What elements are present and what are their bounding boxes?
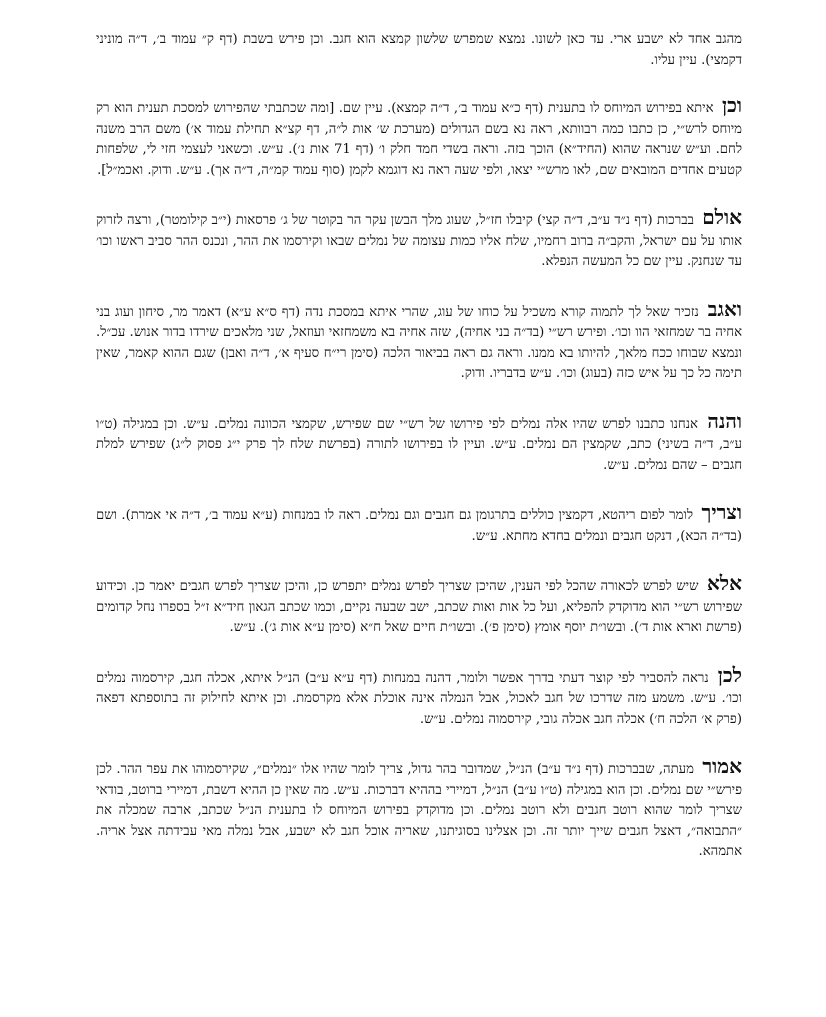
- paragraph-5: [96, 408, 742, 477]
- paragraph-text: נראה להסביר לפי קוצר דעתי בדרך אפשר ולומר, דהנה במנחות (דף ע״א ע״ב) הנ״ל איתא, אכלה חגב, קירסמוה נמלים וכו׳. ע״ש. משמע מזה שדרכו של חגב לאכול, אבל הנמלה אינה אוכלת אלא מקרסמת. וכן איתא לחילוק זה בתוספתא דפאה (פרק א׳ הלכה ח׳) אכלה חגב אכלה גובי, קירסמוה נמלים. ע״ש.: [96, 670, 742, 727]
- paragraph-6: [96, 500, 742, 547]
- paragraph-2: [96, 93, 742, 181]
- paragraph-text: אנחנו כתבנו לפרש שהיו אלה נמלים לפי פירושו של רש״י שם שפירש, שקמצי הכוונה נמלים. ע״ש. וכן במגילה (ט״ו ע״ב, ד״ה בשיני) כתב, שקמצין הם נמלים. ע״ש. ועיין לו בפירושו לתורה (בפרשת שלח לך פרק י״ג פסוק ל״ג) שפירש למלת חגבים – שהם נמלים. ע״ש.: [96, 416, 742, 473]
- paragraph-text: לומר לפום ריהטא, דקמצין כוללים בתרגומן גם חגבים וגם נמלים. ראה לו במנחות (ע״א עמוד ב׳, ד״ה אי אמרת). ושם (בד״ה הכא), דנקט חגבים ונמלים בחדא מחתא. ע״ש.: [96, 508, 742, 544]
- lead-word: ואגב: [707, 296, 742, 321]
- lead-word: לכן: [717, 662, 742, 687]
- lead-word: וכן: [722, 93, 742, 117]
- lead-word: אולם: [702, 205, 742, 229]
- paragraph-text: שיש לפרש לכאורה שהכל לפי הענין, שהיכן שצריך לפרש נמלים יתפרש כן, והיכן שצריך לפרש חגבים יאמר כן. וכידוע שפירוש רש״י הוא מדוקדק להפליא, ועל כל אות ואות שכתב, ישב שבעה נקיים, וכמו שכתב הגאון חיד״א ז״ל בספרו נחל קדומים (פרשת וארא אות ד׳). ובשו״ת יוסף אומץ (סימן פ׳). ובשו״ת חיים שאל ח״א (סימן ע״א אות ג׳). ע״ש.: [96, 579, 742, 635]
- paragraph-text: מעתה, שבברכות (דף נ״ד ע״ב) הנ״ל, שמדובר בהר גדול, צריך לומר שהיו אלו ״נמלים״, שקירסמוהו את עפר ההר. לכן פירש״י שם נמלים. וכן הוא במגילה (ט״ו ע״ב) הנ״ל, דמיירי בההיא דברכות. ע״ש. מה שאין כן ההיא דשבת, דמיירי ברוטב, בודאי שצריך לומר שהוא רוטב חגבים ולא רוטב נמלים. וכן מדוקדק בפירוש המיוחס לו בתענית הנ״ל שכתב, ארבה שמכלה את ״התבואה״, דאצל חגבים שייך יותר זה. וכן אצלינו בסוגיתנו, שאריה אוכל חגב לא ישבע, אבל נמלה מאי עבידתה אצל אריה. אתמהא.: [96, 762, 742, 859]
- lead-word: אמור: [702, 754, 742, 778]
- lead-word: אלא: [706, 571, 743, 595]
- paragraph-9: [96, 754, 742, 863]
- document-page: [96, 30, 742, 890]
- paragraph-text: איתא בפירוש המיוחס לו בתענית (דף כ״א עמוד ב׳, ד״ה קמצא). עיין שם. [ומה שכתבתי שהפירוש למסכת תענית הוא רק מיוחס לרש״י, כן כתבו כמה רבוותא, ראה נא בשם הגדולים (מערכת ש׳ אות ל״ה, דף קצ״א תחילת עמוד א׳) משם הרב משנה לחם. וע״ש שנראה שהוא (החיד״א) הוכך בזה. וראה בשדי חמד חלק ו׳ (דף 71 אות נ׳). ע״ש. וכשאני לעצמי חזי לי, שלפחות קטעים אחדים המובאים שם, לאו מרש״י יצאו, ולפי שעה ראה נא דוגמא לקמן (סוף עמוד קמ״ה, ד״ה אך). ע״ש. ודוק. ואכמ״ל].: [96, 101, 742, 178]
- paragraph-7: [96, 571, 743, 639]
- paragraph-1: [96, 30, 742, 71]
- paragraph-text: בברכות (דף נ״ד ע״ב, ד״ה קצי) קיבלו חז״ל, שעוג מלך הבשן עקר הר בקוטר של ג׳ פרסאות (י״ב קילומטר), ורצה לזרוק אותו על עם ישראל, והקב״ה ברוב רחמיו, שלח אליו כמות עצומה של נמלים שבאו וקירסמו את ההר, ונכנס ההר סביב ראשו וכו׳ עד שנחנק. עיין שם כל המעשה הנפלא.: [96, 213, 742, 269]
- lead-word: והנה: [707, 408, 742, 433]
- lead-word: וצריך: [701, 500, 742, 524]
- paragraph-text: מהגב אחד לא ישבע ארי. עד כאן לשונו. נמצא שמפרש שלשון קמצא הוא חגב. וכן פירש בשבת (דף ק״ עמוד ב׳, ד״ה מוניני דקמצי). עיין עליו.: [96, 32, 742, 68]
- paragraph-text: נזכיר שאל לך לתמוה קורא משכיל על כוחו של עוג, שהרי איתא במסכת נדה (דף ס״א ע״א) דאמר מר, סיחון ועוג בני אחיה בר שמחזאי הוו וכו׳. ופירש רש״י (בד״ה בני אחיה), שזה אחיה בא משמחזאי ועוזאל, שני מלאכים שירדו בדור אנוש. עכ״ל. ונמצא שבוחו ככח מלאך, להיותו בא ממנו. וראה גם ראה בביאור הלכה (סימן רי״ח סעיף א׳, ד״ה ואבן) שגם ההוא קאמר, שאין תימה כל כך על איש כזה (בעוג) וכו׳. ע״ש בדבריו. ודוק.: [96, 304, 742, 381]
- paragraph-3: [96, 205, 742, 273]
- paragraph-8: [96, 662, 742, 731]
- paragraph-4: [96, 296, 742, 385]
